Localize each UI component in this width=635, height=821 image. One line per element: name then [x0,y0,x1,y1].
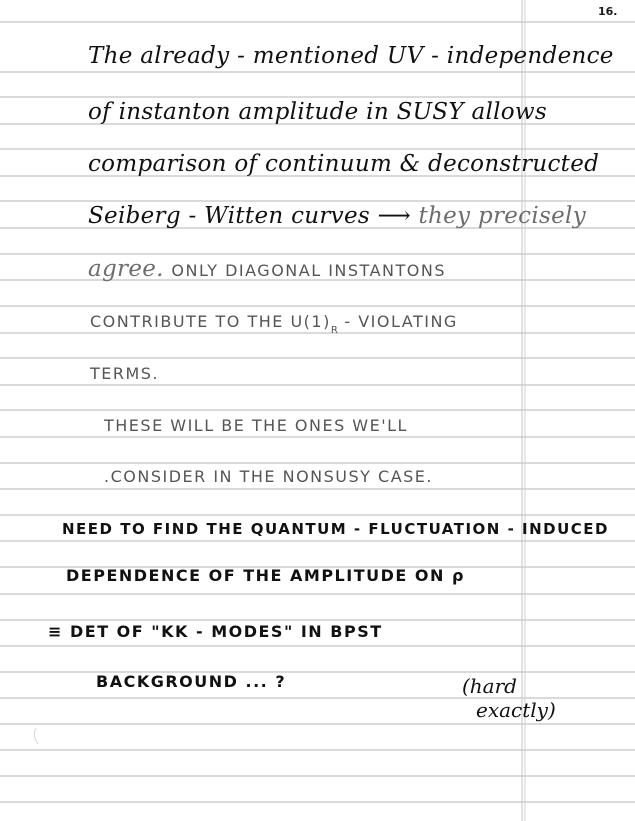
paper-mark [34,728,38,744]
note-line-6-text: CONTRIBUTE TO THE U(1) [90,312,331,331]
note-line-5-cursive: agree. [88,256,172,282]
note-line-7: TERMS. [90,364,160,383]
note-line-1: The already - mentioned UV - independence [88,43,614,69]
note-line-12: ≡ DET OF "KK - MODES" IN BPST [48,622,383,641]
side-note-line-1: (hard [462,674,517,698]
note-line-4 [88,205,586,228]
note-line-6 [90,312,458,336]
note-line-6-subscript: R [330,325,338,336]
note-line-10: NEED TO FIND THE QUANTUM - FLUCTUATION - INDUCED [62,520,609,538]
note-line-8: THESE WILL BE THE ONES WE'LL [104,416,408,435]
note-line-6-tail: - VIOLATING [337,312,458,331]
note-line-5 [88,258,446,281]
note-line-11: DEPENDENCE OF THE AMPLITUDE ON ρ [66,566,465,585]
note-line-9: .CONSIDER IN THE NONSUSY CASE. [104,467,433,486]
note-line-5-caps: ONLY DIAGONAL INSTANTONS [171,261,446,280]
side-note-line-2: exactly) [476,698,556,722]
note-line-3: comparison of continuum & deconstructed [88,151,600,177]
note-line-4-text: Seiberg - Witten curves ⟶ [88,203,419,229]
note-line-2: of instanton amplitude in SUSY allows [88,99,548,125]
page-number: 16. [598,5,618,18]
note-line-4-faint-text: they precisely [418,203,586,229]
note-line-13: BACKGROUND ... ? [96,672,287,691]
